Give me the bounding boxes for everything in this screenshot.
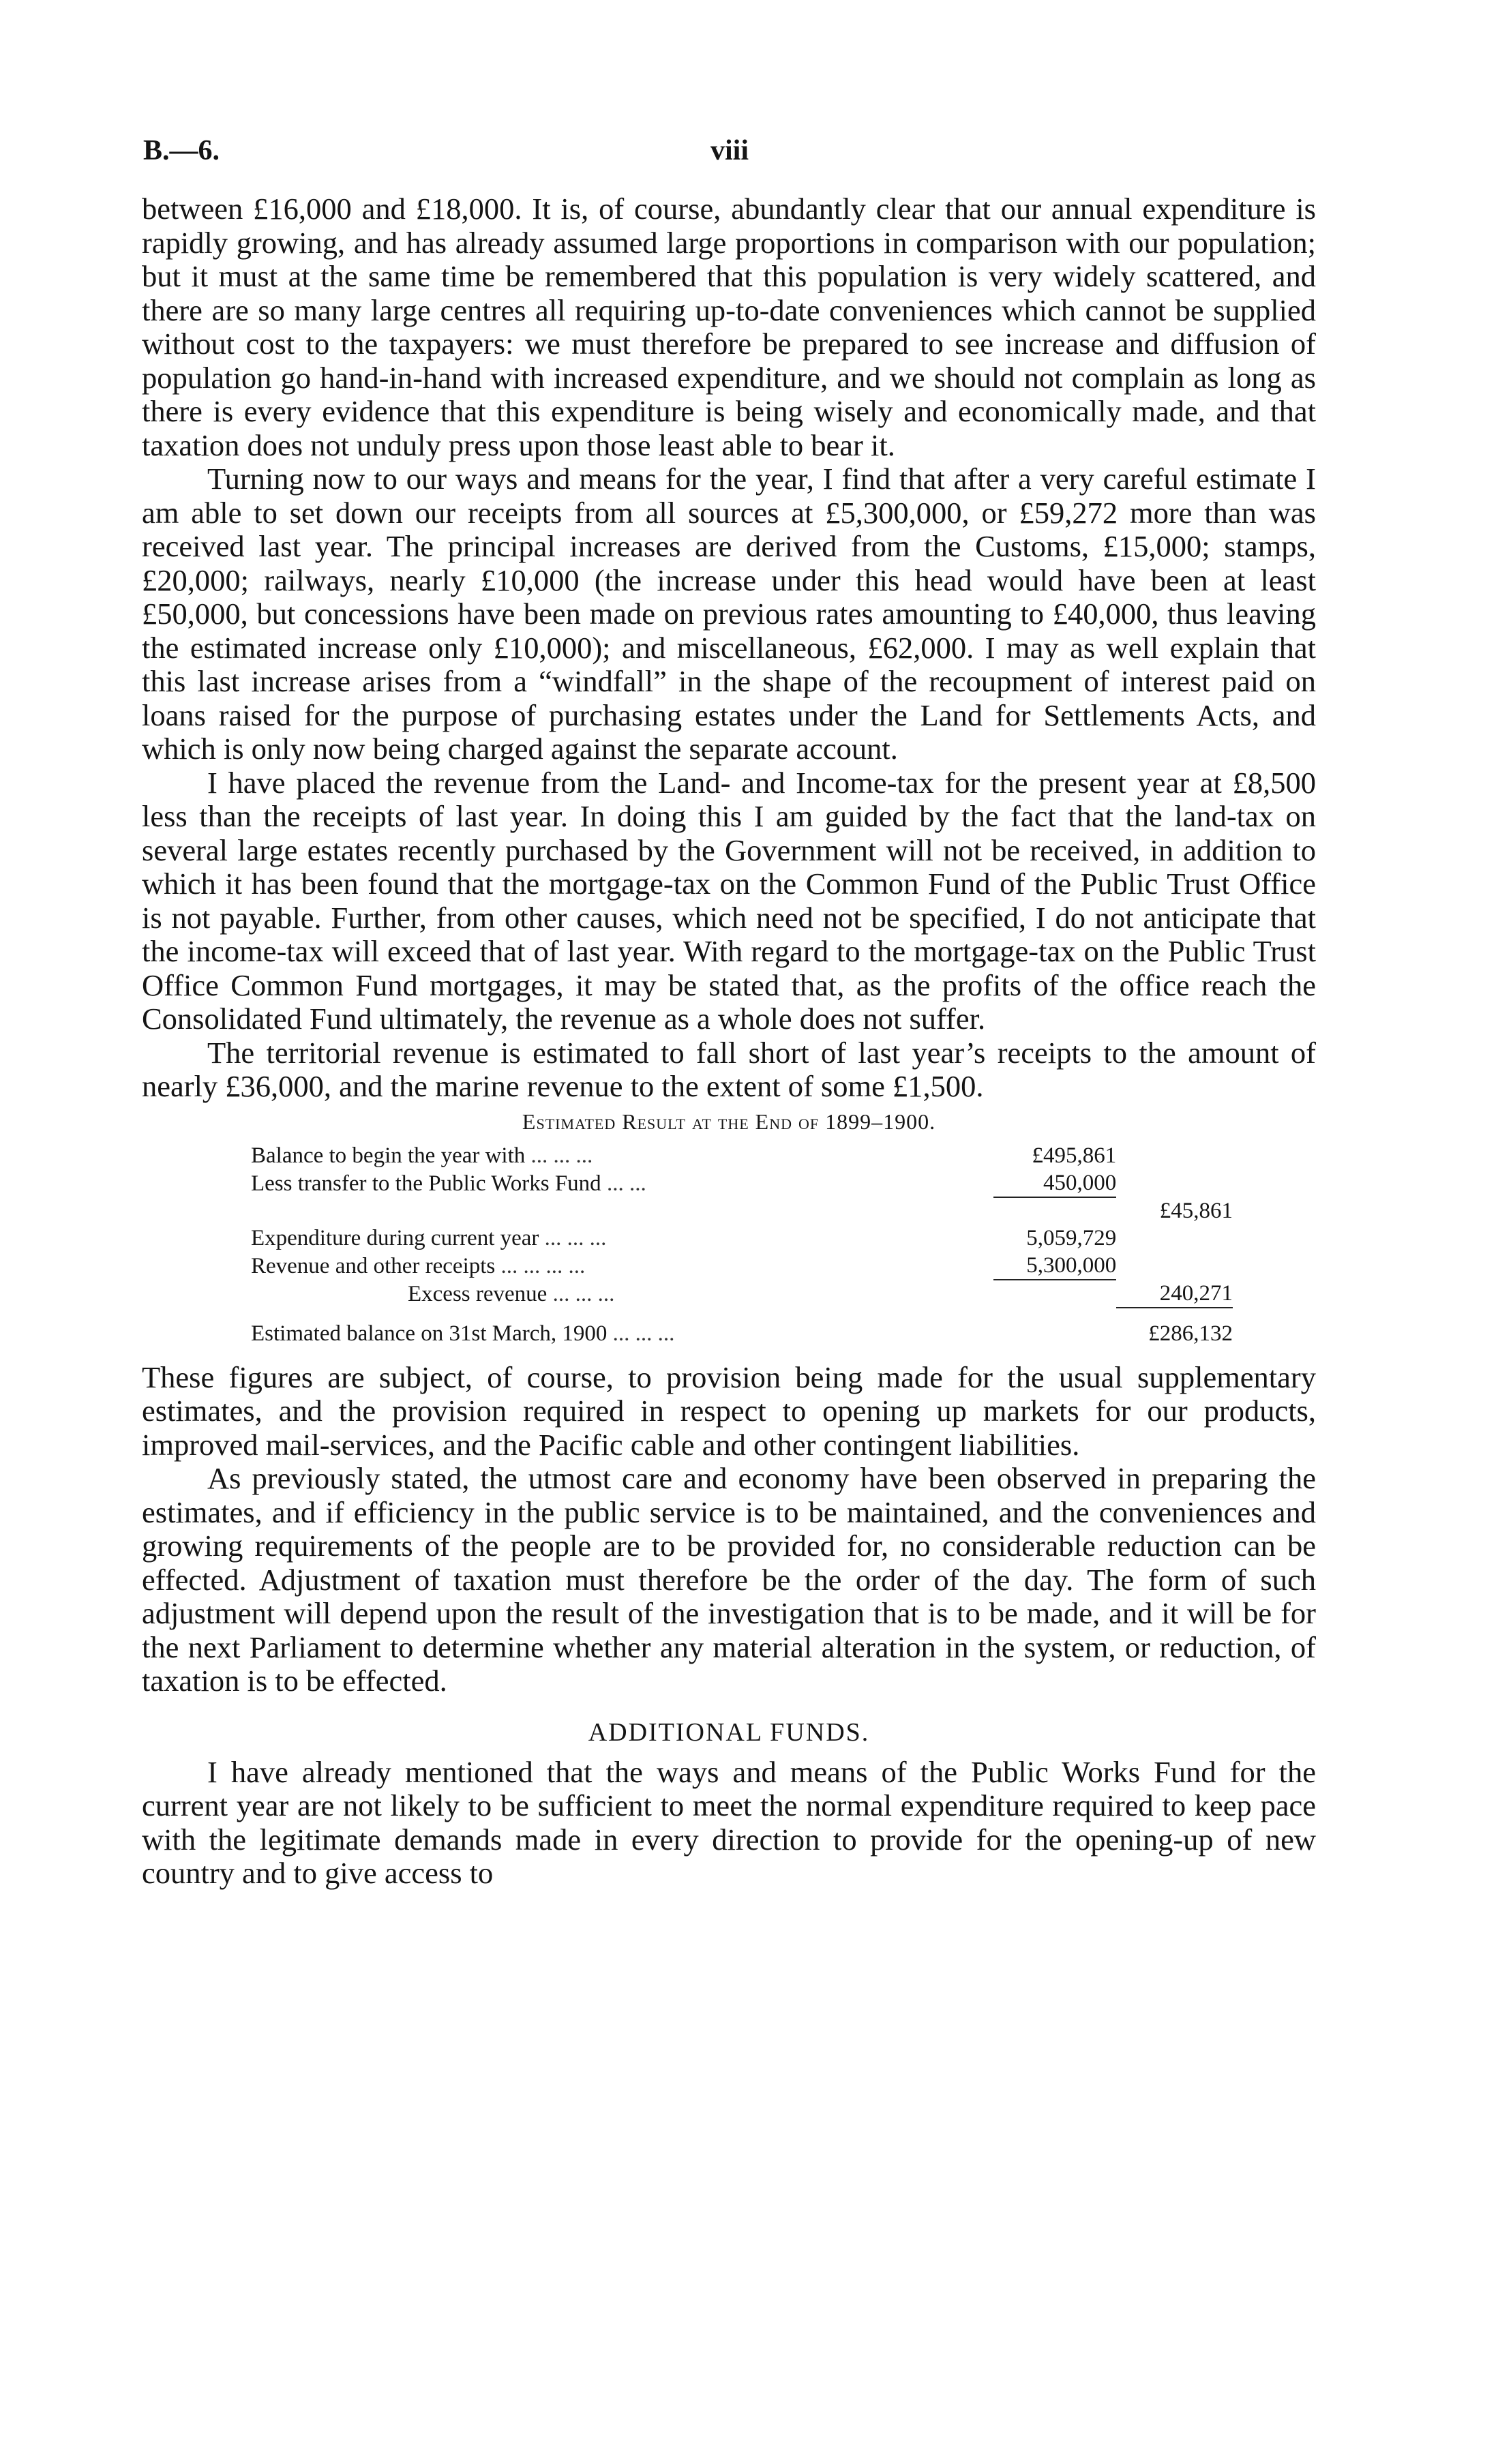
table-row: Less transfer to the Public Works Fund ... ... 450,000	[251, 1169, 1233, 1197]
row-value-col2	[1116, 1252, 1233, 1280]
paragraph-continuation: between £16,000 and £18,000. It is, of course, abundantly clear that our annual expenditure is rapidly growing, and has already assumed large proportions in comparison with our population; but it must at the same time be remembered that this population is very widely scattered, and there are so many large centres all requiring up-to-date conveniences which cannot be supplied without cost to the taxpayers: we must therefore be prepared to see increase and diffusion of population go hand-in-hand with increased expenditure, and we should not complain as long as there is every evidence that this expenditure is being wisely and economically made, and that taxation does not unduly press upon those least able to bear it.	[142, 192, 1316, 462]
row-label: Revenue and other receipts	[251, 1253, 496, 1278]
paragraph-supplementary-estimates: These figures are subject, of course, to provision being made for the usual supplementary estimates, and the provision required in respect to opening up markets for our products, improved mail-services, and the Pacific cable and other contingent liabilities.	[142, 1359, 1316, 1462]
row-value-col2: 240,271	[1116, 1280, 1233, 1308]
section-heading-additional-funds: ADDITIONAL FUNDS.	[588, 1717, 870, 1747]
table-row: Estimated balance on 31st March, 1900 ... ... ... £286,132	[251, 1308, 1233, 1347]
row-value-col1	[993, 1308, 1116, 1347]
row-value-col1: 5,059,729	[1026, 1225, 1117, 1250]
row-value-col1	[993, 1197, 1116, 1225]
row-label: Estimated balance on 31st March, 1900	[251, 1321, 608, 1346]
table-row: Revenue and other receipts ... ... ... ... 5,300,000	[251, 1252, 1233, 1280]
row-value-col2	[1116, 1142, 1233, 1169]
row-label: Excess revenue	[408, 1281, 548, 1306]
row-value-col1: £495,861	[1032, 1143, 1117, 1168]
row-label: Less transfer to the Public Works Fund	[251, 1171, 601, 1196]
row-value-col2	[1116, 1225, 1233, 1252]
row-value-col1: 5,300,000	[1026, 1252, 1117, 1278]
table-row: Expenditure during current year ... ... ... 5,059,729	[251, 1225, 1233, 1252]
paragraph-additional-funds: I have already mentioned that the ways and means of the Public Works Fund for the current year are not likely to be sufficient to meet the normal expenditure required to keep pace with the legitimate demands made in every direction to provide for the opening-up of new country and to give access to	[142, 1754, 1316, 1890]
page-number: viii	[710, 135, 749, 166]
row-value-col2: £45,861	[1159, 1198, 1233, 1223]
estimate-table	[251, 1142, 1233, 1347]
paragraph-land-income-tax: I have placed the revenue from the Land- and Income-tax for the present year at £8,500 less than the receipts of last year. In doing this I am guided by the fact that the land-tax on several large estates recently purchased by the Government will not be received, in addition to which it has been found that the mortgage-tax on the Common Fund of the Public Trust Office is not payable. Further, from other causes, which need not be specified, I do not anticipate that the income-tax will exceed that of last year. With regard to the mortgage-tax on the Public Trust Office Common Fund mortgages, it may be stated that, as the profits of the office reach the Consolidated Fund ultimately, the revenue as a whole does not suffer.	[142, 765, 1316, 1036]
table-row: Excess revenue ... ... ... 240,271	[408, 1280, 1233, 1306]
row-value-col1	[993, 1280, 1116, 1308]
row-value-col1: 450,000	[1043, 1170, 1117, 1195]
paragraph-territorial-revenue: The territorial revenue is estimated to fall short of last year’s receipts to the amount of nearly £36,000, and the marine revenue to the extent of some £1,500.	[142, 1035, 1316, 1103]
row-value-col2: £286,132	[1148, 1321, 1233, 1346]
body-text	[142, 192, 1316, 1891]
estimate-table-title: Estimated Result at the End of 1899–1900.	[522, 1109, 936, 1134]
table-row: Balance to begin the year with ... ... ... £495,861	[251, 1142, 1233, 1169]
document-code: B.—6.	[143, 135, 220, 166]
row-label: Balance to begin the year with	[251, 1143, 526, 1168]
table-row	[251, 1197, 1233, 1225]
paragraph-ways-and-means: Turning now to our ways and means for the year, I find that after a very careful estimate I am able to set down our receipts from all sources at £5,300,000, or £59,272 more than was received last year. The principal increases are derived from the Customs, £15,000; stamps, £20,000; railways, nearly £10,000 (the increase under this head would have been at least £50,000, but concessions have been made on previous rates amounting to £40,000, thus leaving the estimated increase only £10,000); and miscellaneous, £62,000. I may as well explain that this last increase arises from a “windfall” in the shape of the recoupment of interest paid on loans raised for the purpose of purchasing estates under the Land for Settlements Acts, and which is only now being charged against the separate account.	[142, 462, 1316, 766]
row-label: Expenditure during current year	[251, 1225, 539, 1250]
row-value-col2	[1116, 1169, 1233, 1197]
paragraph-adjustment-of-taxation: As previously stated, the utmost care and economy have been observed in preparing the estimates, and if efficiency in the public service is to be maintained, and the conveniences and growing requirements of the people are to be provided for, no considerable reduction can be effected. Adjustment of taxation must therefore be the order of the day. The form of such adjustment will depend upon the result of the investigation that is to be made, and it will be for the next Parliament to determine whether any material alteration in the system, or reduction, of taxation is to be effected.	[142, 1461, 1316, 1698]
